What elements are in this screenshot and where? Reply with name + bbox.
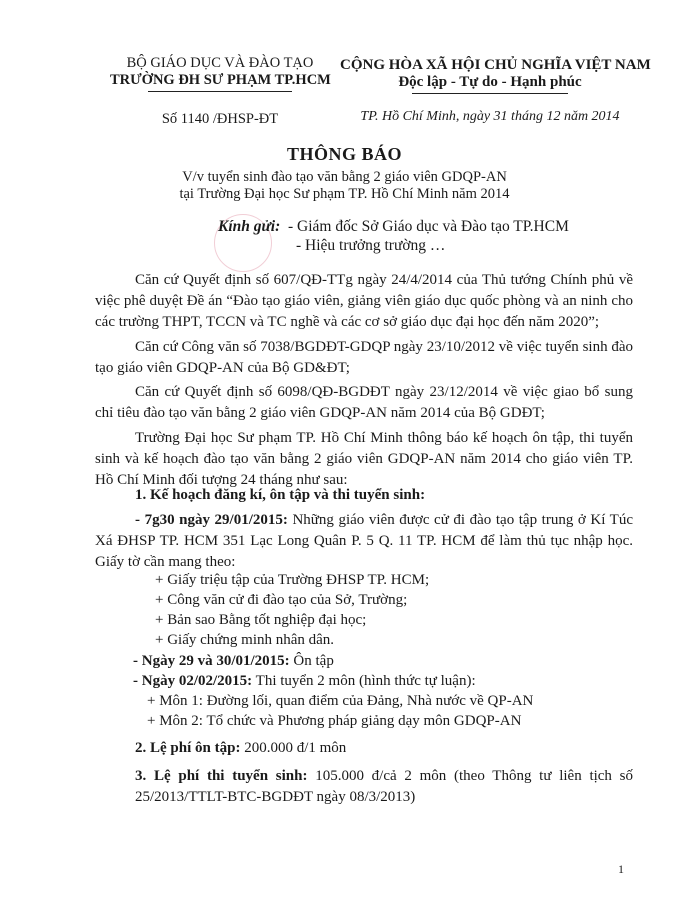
exam-text: Thi tuyển 2 môn (hình thức tự luận): bbox=[255, 673, 476, 689]
paragraph-legal-basis-1: Căn cứ Quyết định số 607/QĐ-TTg ngày 24/4/2014 của Thủ tướng Chính phủ về việc phê duyệt Đề án “Đào tạo giáo viên, giảng viên giáo dục quốc phòng và an ninh cho các trường THPT, TCCN và TC nghề và các cơ sở giáo dục đại học đến năm 2020”; bbox=[95, 272, 633, 330]
document-subject-line-1: V/v tuyển sinh đào tạo văn bằng 2 giáo viên GDQP-AN bbox=[182, 169, 507, 185]
review-text: Ôn tập bbox=[293, 653, 334, 669]
doc-item-2: + Công văn cử đi đào tạo của Sở, Trường; bbox=[155, 592, 408, 608]
section-2-heading: 2. Lệ phí ôn tập: bbox=[135, 740, 241, 756]
review-time: - Ngày 29 và 30/01/2015: bbox=[133, 653, 290, 669]
section-1-item-registration bbox=[95, 510, 633, 573]
section-3-text: 105.000 đ/cả 2 môn (theo Thông tư liên tịch số 25/2013/TTLT-BTC-BGDĐT ngày 08/3/2013) bbox=[135, 768, 634, 805]
place-and-date: TP. Hồ Chí Minh, ngày 31 tháng 12 năm 2014 bbox=[360, 109, 620, 124]
paragraph-announcement: Trường Đại học Sư phạm TP. Hồ Chí Minh thông báo kế hoạch ôn tập, thi tuyển sinh và kế hoạch đào tạo văn bằng 2 giáo viên GDQP-AN năm 2014 cho giáo viên TP. Hồ Chí Minh đối tượng 24 tháng như sau: bbox=[95, 430, 633, 488]
school-underline bbox=[148, 91, 292, 92]
country-name: CỘNG HÒA XÃ HỘI CHỦ NGHĨA VIỆT NAM bbox=[340, 57, 651, 73]
section-3-exam-fee bbox=[135, 766, 633, 808]
section-1-item-exam bbox=[133, 673, 476, 690]
document-title: THÔNG BÁO bbox=[286, 144, 402, 164]
document-subject-line-2: tại Trường Đại học Sư phạm TP. Hồ Chí Minh năm 2014 bbox=[179, 186, 510, 202]
registration-details: Những giáo viên được cử đi đào tạo tập trung ở Kí Túc Xá ĐHSP TP. HCM 351 Lạc Long Quân P. 5 Q. 11 TP. HCM để làm thủ tục nhập học. Giấy tờ cần mang theo: bbox=[95, 512, 634, 570]
section-1-heading: 1. Kế hoạch đăng kí, ôn tập và thi tuyển sinh: bbox=[135, 487, 426, 503]
paragraph-legal-basis-2: Căn cứ Công văn số 7038/BGDĐT-GDQP ngày 23/10/2012 về việc tuyển sinh đào tạo giáo viên GDQP-AN của Bộ GD&ĐT; bbox=[95, 339, 633, 376]
registration-time: - 7g30 ngày 29/01/2015: bbox=[135, 512, 288, 528]
section-2-text: 200.000 đ/1 môn bbox=[244, 740, 347, 756]
doc-item-3: + Bản sao Bằng tốt nghiệp đại học; bbox=[155, 612, 367, 628]
school-name: TRƯỜNG ĐH SƯ PHẠM TP.HCM bbox=[110, 72, 331, 88]
document-number: Số 1140 /ĐHSP-ĐT bbox=[161, 111, 279, 127]
recipient-line-1: - Giám đốc Sở Giáo dục và Đào tạo TP.HCM bbox=[288, 218, 569, 235]
national-motto: Độc lập - Tự do - Hạnh phúc bbox=[398, 74, 582, 90]
doc-item-1: + Giấy triệu tập của Trường ĐHSP TP. HCM; bbox=[155, 572, 430, 588]
motto-underline bbox=[412, 93, 568, 94]
recipients-label: Kính gửi: bbox=[218, 218, 281, 235]
doc-item-4: + Giấy chứng minh nhân dân. bbox=[155, 632, 335, 648]
section-2-review-fee bbox=[135, 740, 346, 757]
paragraph-legal-basis-3: Căn cứ Quyết định số 6098/QĐ-BGDĐT ngày 23/12/2014 về việc giao bổ sung chỉ tiêu đào tạo văn bằng 2 giáo viên GDQP-AN năm 2014 của Bộ GDĐT; bbox=[95, 384, 633, 421]
recipient-line-2: - Hiệu trưởng trường … bbox=[296, 237, 446, 254]
page-number: 1 bbox=[618, 862, 624, 876]
exam-subject-1: + Môn 1: Đường lối, quan điểm của Đảng, Nhà nước về QP-AN bbox=[147, 693, 534, 709]
exam-time: - Ngày 02/02/2015: bbox=[133, 673, 253, 689]
section-3-heading: 3. Lệ phí thi tuyển sinh: bbox=[135, 768, 308, 784]
exam-subject-2: + Môn 2: Tổ chức và Phương pháp giảng dạy môn GDQP-AN bbox=[147, 713, 522, 729]
section-1-item-review bbox=[133, 653, 334, 670]
ministry-name: BỘ GIÁO DỤC VÀ ĐÀO TẠO bbox=[126, 55, 314, 71]
